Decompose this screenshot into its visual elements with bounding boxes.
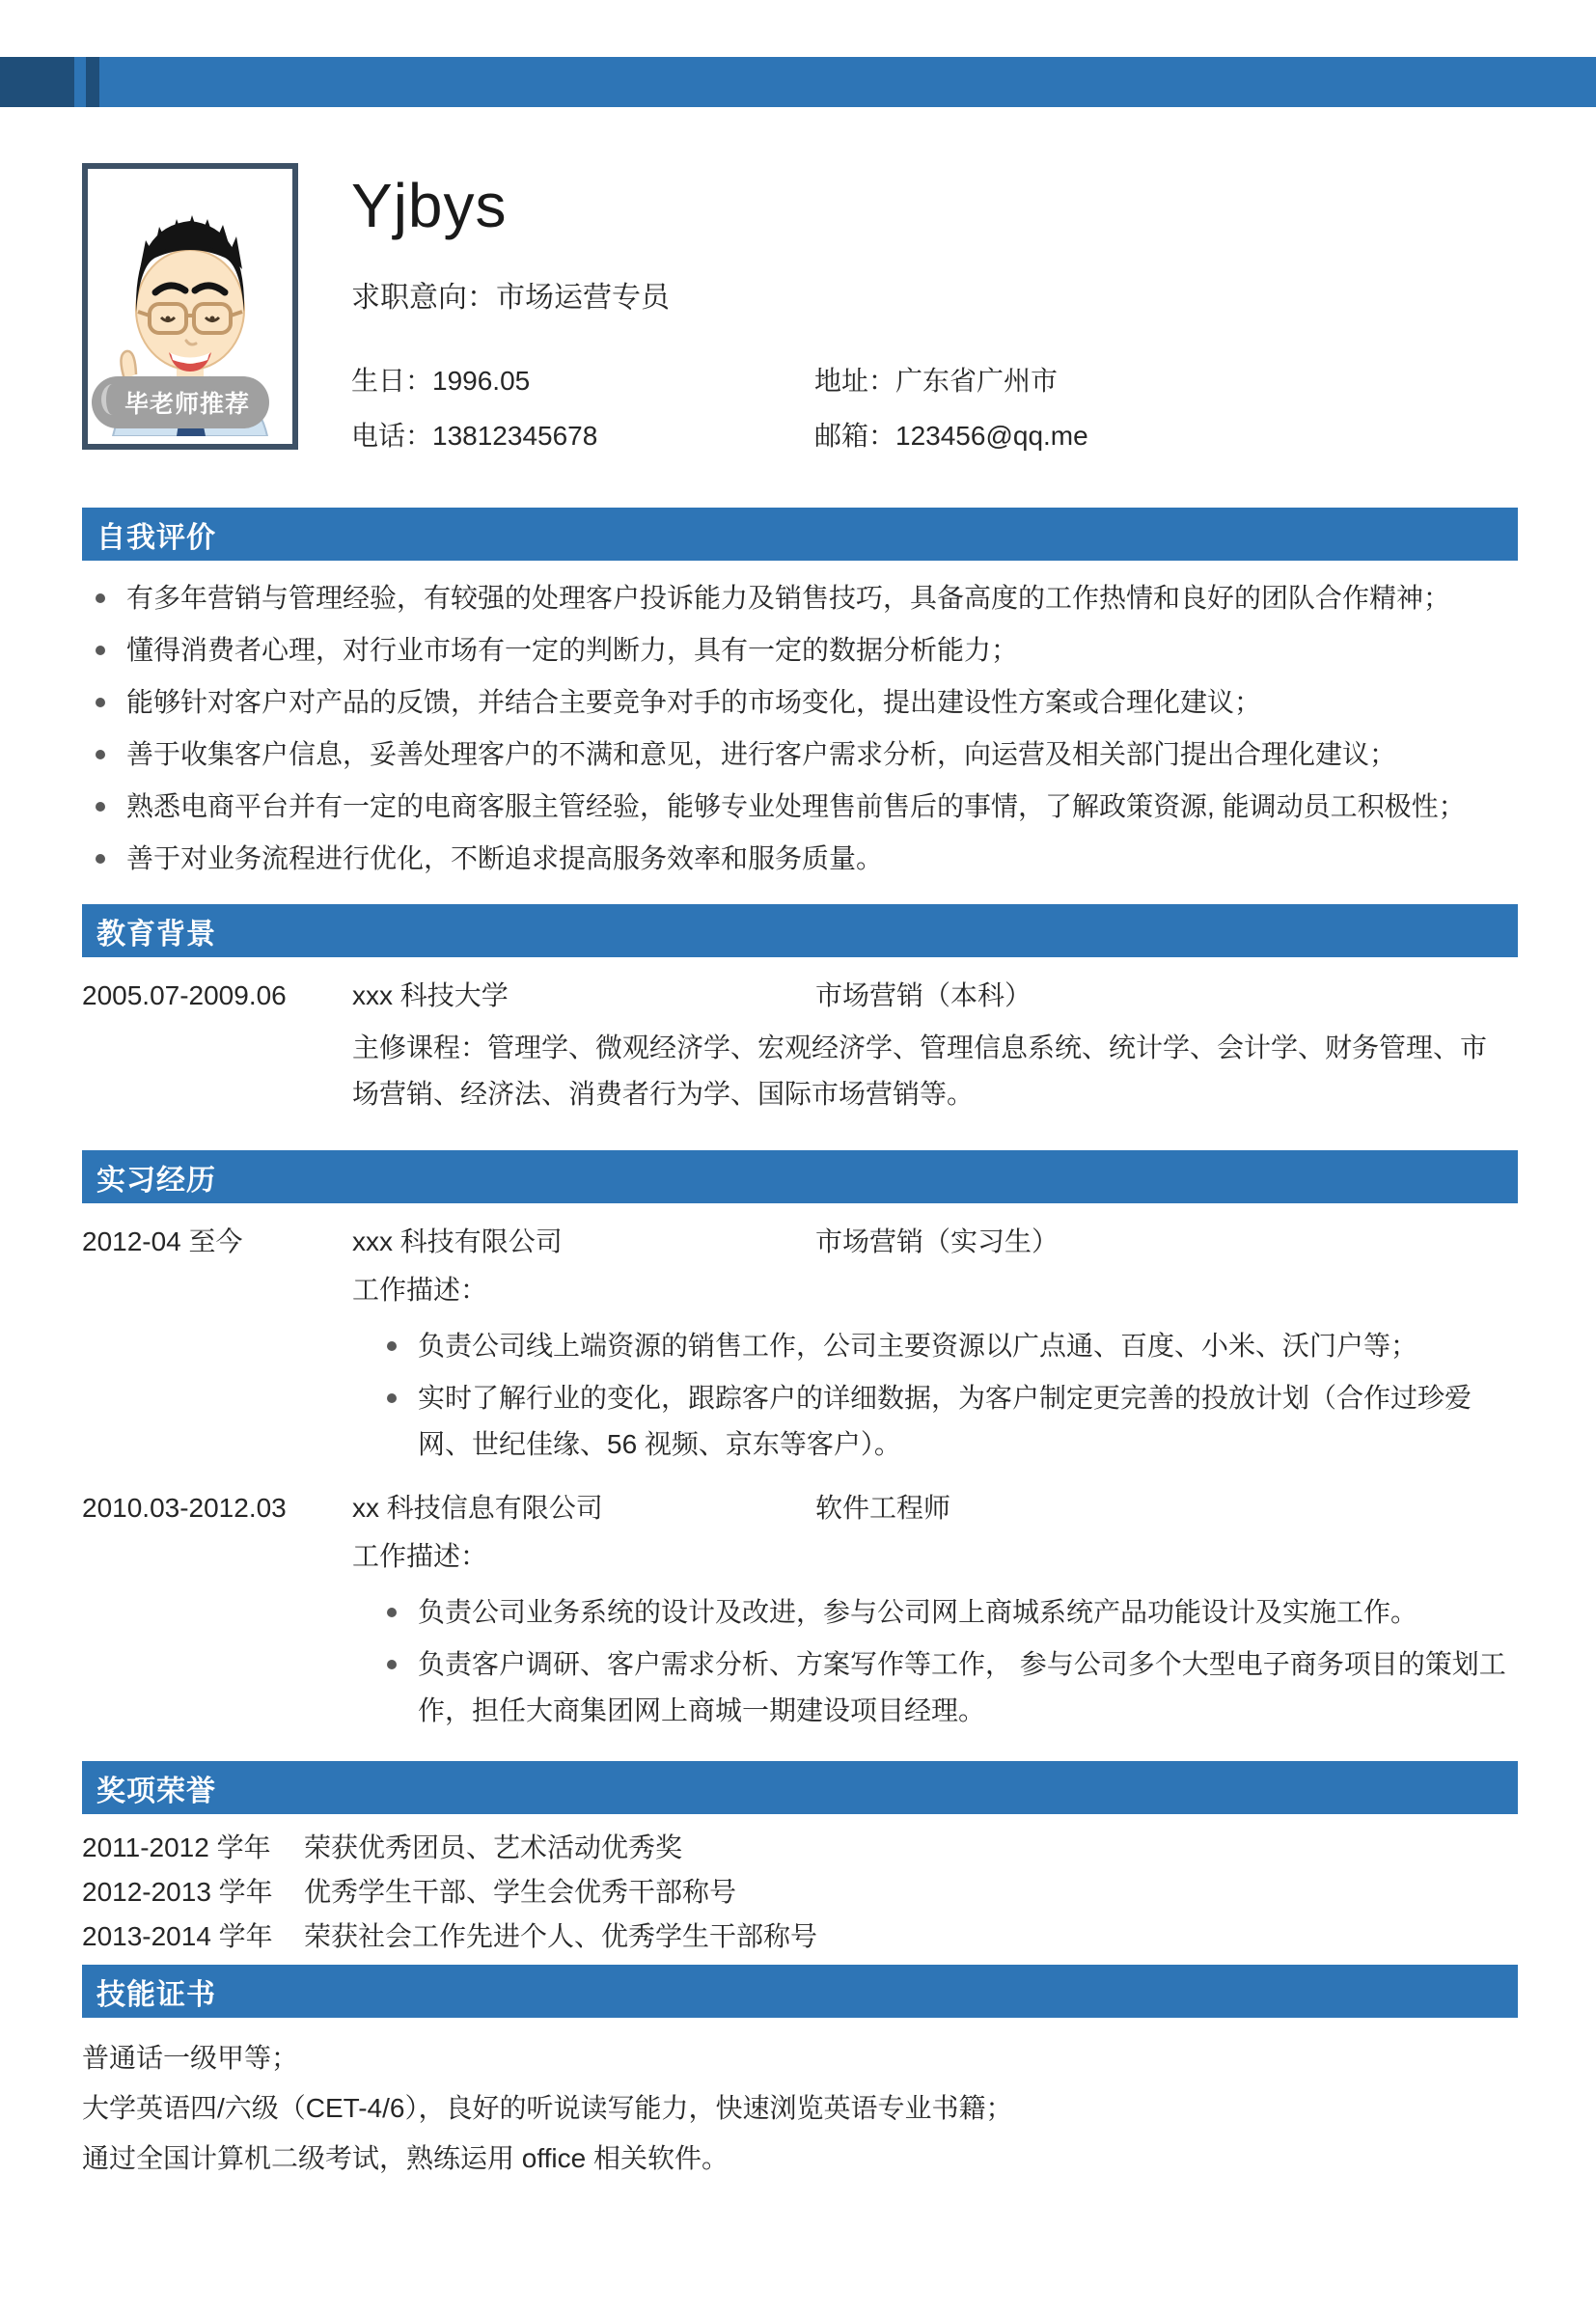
- self-evaluation-list: [82, 561, 1518, 875]
- section-title: 教育背景: [96, 918, 216, 950]
- section-header-self-evaluation: [82, 508, 1518, 561]
- email-value: 123456@qq.me: [895, 421, 1088, 451]
- work-description-label: 工作描述：: [352, 1541, 488, 1571]
- education-entry: [82, 957, 1518, 1117]
- bullet-text: 负责公司业务系统的设计及改进，参与公司网上商城系统产品功能设计及实施工作。: [418, 1597, 1418, 1627]
- education-school: xxx 科技大学: [352, 980, 509, 1010]
- bullet-text: 负责公司线上端资源的销售工作，公司主要资源以广点通、百度、小米、沃门户等；: [418, 1331, 1418, 1361]
- experience-bullet-list: [352, 1589, 1518, 1734]
- bullet-text: 能够针对客户对产品的反馈，并结合主要竞争对手的市场变化，提出建设性方案或合理化建议；: [126, 687, 1262, 717]
- bullet-text: 懂得消费者心理，对行业市场有一定的判断力，具有一定的数据分析能力；: [126, 635, 1019, 665]
- bullet-dot: [96, 802, 105, 812]
- bullet-dot: [387, 1608, 397, 1617]
- award-detail: 优秀学生干部、学生会优秀干部称号: [304, 1877, 737, 1907]
- list-item: [96, 842, 1518, 875]
- bullet-text: 善于对业务流程进行优化，不断追求提高服务效率和服务质量。: [126, 843, 884, 873]
- list-item: [352, 1589, 1518, 1636]
- award-detail: 荣获优秀团员、艺术活动优秀奖: [304, 1832, 683, 1862]
- award-period: 2012-2013 学年: [82, 1877, 273, 1907]
- award-period: 2011-2012 学年: [82, 1832, 271, 1862]
- bullet-dot: [96, 854, 105, 864]
- experience-position: 市场营销（实习生）: [815, 1226, 1059, 1256]
- bullet-dot: [96, 698, 105, 707]
- teacher-recommend-ribbon: 毕老师推荐: [92, 376, 269, 428]
- experience-row: [82, 1225, 1518, 1259]
- bullet-text: 有多年营销与管理经验，有较强的处理客户投诉能力及销售技巧，具备高度的工作热情和良好的团队合作精神；: [126, 583, 1451, 613]
- identity-block: [351, 163, 1518, 454]
- experience-period: 2010.03-2012.03: [82, 1493, 287, 1523]
- job-objective: 求职意向：市场运营专员: [351, 282, 670, 314]
- award-period: 2013-2014 学年: [82, 1921, 273, 1951]
- list-item: [352, 1323, 1518, 1369]
- education-major: 市场营销（本科）: [815, 980, 1032, 1010]
- contact-info: [351, 360, 1518, 454]
- profile-photo-frame: [82, 163, 298, 450]
- experience-company: xx 科技信息有限公司: [352, 1493, 603, 1523]
- education-row: [82, 978, 1518, 1013]
- phone-value: 13812345678: [432, 421, 598, 451]
- list-item: [96, 582, 1518, 615]
- award-row: [82, 1876, 1518, 1909]
- list-item: [96, 686, 1518, 719]
- skills-list: [82, 2018, 1518, 2184]
- section-title: 自我评价: [96, 521, 216, 554]
- email-field: [814, 415, 1518, 454]
- awards-list: [82, 1814, 1518, 1953]
- birth-label: 生日：: [351, 366, 433, 396]
- bullet-dot: [387, 1393, 397, 1403]
- phone-label: 电话：: [351, 421, 433, 451]
- list-item: [96, 790, 1518, 823]
- bullet-text: 熟悉电商平台并有一定的电商客服主管经验，能够专业处理售前售后的事情，了解政策资源, 能调动员工积极性；: [126, 791, 1466, 821]
- experience-entry: [82, 1474, 1518, 1734]
- address-field: [814, 360, 1518, 399]
- top-bar-light-segment: [99, 57, 1596, 107]
- top-bar-light-gap: [74, 57, 86, 107]
- section-header-awards: [82, 1761, 1518, 1814]
- list-item: [96, 634, 1518, 667]
- experience-bullet-list: [352, 1323, 1518, 1468]
- bullet-dot: [96, 593, 105, 603]
- section-header-experience: [82, 1150, 1518, 1203]
- bullet-dot: [387, 1660, 397, 1669]
- top-bar-dark-segment: [0, 57, 74, 107]
- education-period: 2005.07-2009.06: [82, 980, 287, 1010]
- award-row: [82, 1920, 1518, 1953]
- bullet-text: 善于收集客户信息，妥善处理客户的不满和意见，进行客户需求分析，向运营及相关部门提出合理化建议；: [126, 739, 1397, 769]
- section-title: 实习经历: [96, 1164, 216, 1197]
- birth-value: 1996.05: [432, 366, 531, 396]
- bullet-dot: [387, 1341, 397, 1351]
- award-detail: 荣获社会工作先进个人、优秀学生干部称号: [304, 1921, 818, 1951]
- section-header-skills: [82, 1965, 1518, 2018]
- skill-item: 通过全国计算机二级考试，熟练运用 office 相关软件。: [82, 2143, 729, 2173]
- bullet-text: 负责客户调研、客户需求分析、方案写作等工作， 参与公司多个大型电子商务项目的策划工作，担任大商集团网上商城一期建设项目经理。: [418, 1649, 1506, 1725]
- experience-period: 2012-04 至今: [82, 1226, 243, 1256]
- top-bar-dark-stripe: [86, 57, 99, 107]
- experience-position: 软件工程师: [815, 1493, 951, 1523]
- section-title: 奖项荣誉: [96, 1775, 216, 1807]
- address-value: 广东省广州市: [895, 366, 1059, 396]
- work-description-label: 工作描述：: [352, 1275, 488, 1305]
- list-item: [352, 1641, 1518, 1734]
- section-header-education: [82, 904, 1518, 957]
- experience-row: [82, 1491, 1518, 1526]
- address-label: 地址：: [814, 366, 896, 396]
- resume-page: [0, 57, 1596, 2314]
- email-label: 邮箱：: [814, 421, 896, 451]
- skill-item: 普通话一级甲等；: [82, 2043, 299, 2073]
- experience-company: xxx 科技有限公司: [352, 1226, 563, 1256]
- phone-field: [351, 415, 814, 454]
- candidate-name: Yjbys: [351, 171, 508, 240]
- list-item: [352, 1375, 1518, 1468]
- section-title: 技能证书: [96, 1978, 216, 2011]
- skill-item: 大学英语四/六级（CET-4/6），良好的听说读写能力，快速浏览英语专业书籍；: [82, 2093, 1013, 2123]
- list-item: [96, 738, 1518, 771]
- education-courses: 主修课程：管理学、微观经济学、宏观经济学、管理信息系统、统计学、会计学、财务管理、市场营销、经济法、消费者行为学、国际市场营销等。: [352, 1033, 1488, 1109]
- bullet-dot: [96, 750, 105, 759]
- resume-header: [82, 163, 1518, 454]
- bullet-dot: [96, 646, 105, 655]
- top-accent-bar: [0, 57, 1596, 107]
- birth-field: [351, 360, 814, 399]
- bullet-text: 实时了解行业的变化，跟踪客户的详细数据，为客户制定更完善的投放计划（合作过珍爱网、世纪佳缘、56 视频、京东等客户）。: [418, 1383, 1472, 1459]
- experience-entry: [82, 1203, 1518, 1468]
- award-row: [82, 1832, 1518, 1864]
- resume-content: [82, 163, 1518, 2184]
